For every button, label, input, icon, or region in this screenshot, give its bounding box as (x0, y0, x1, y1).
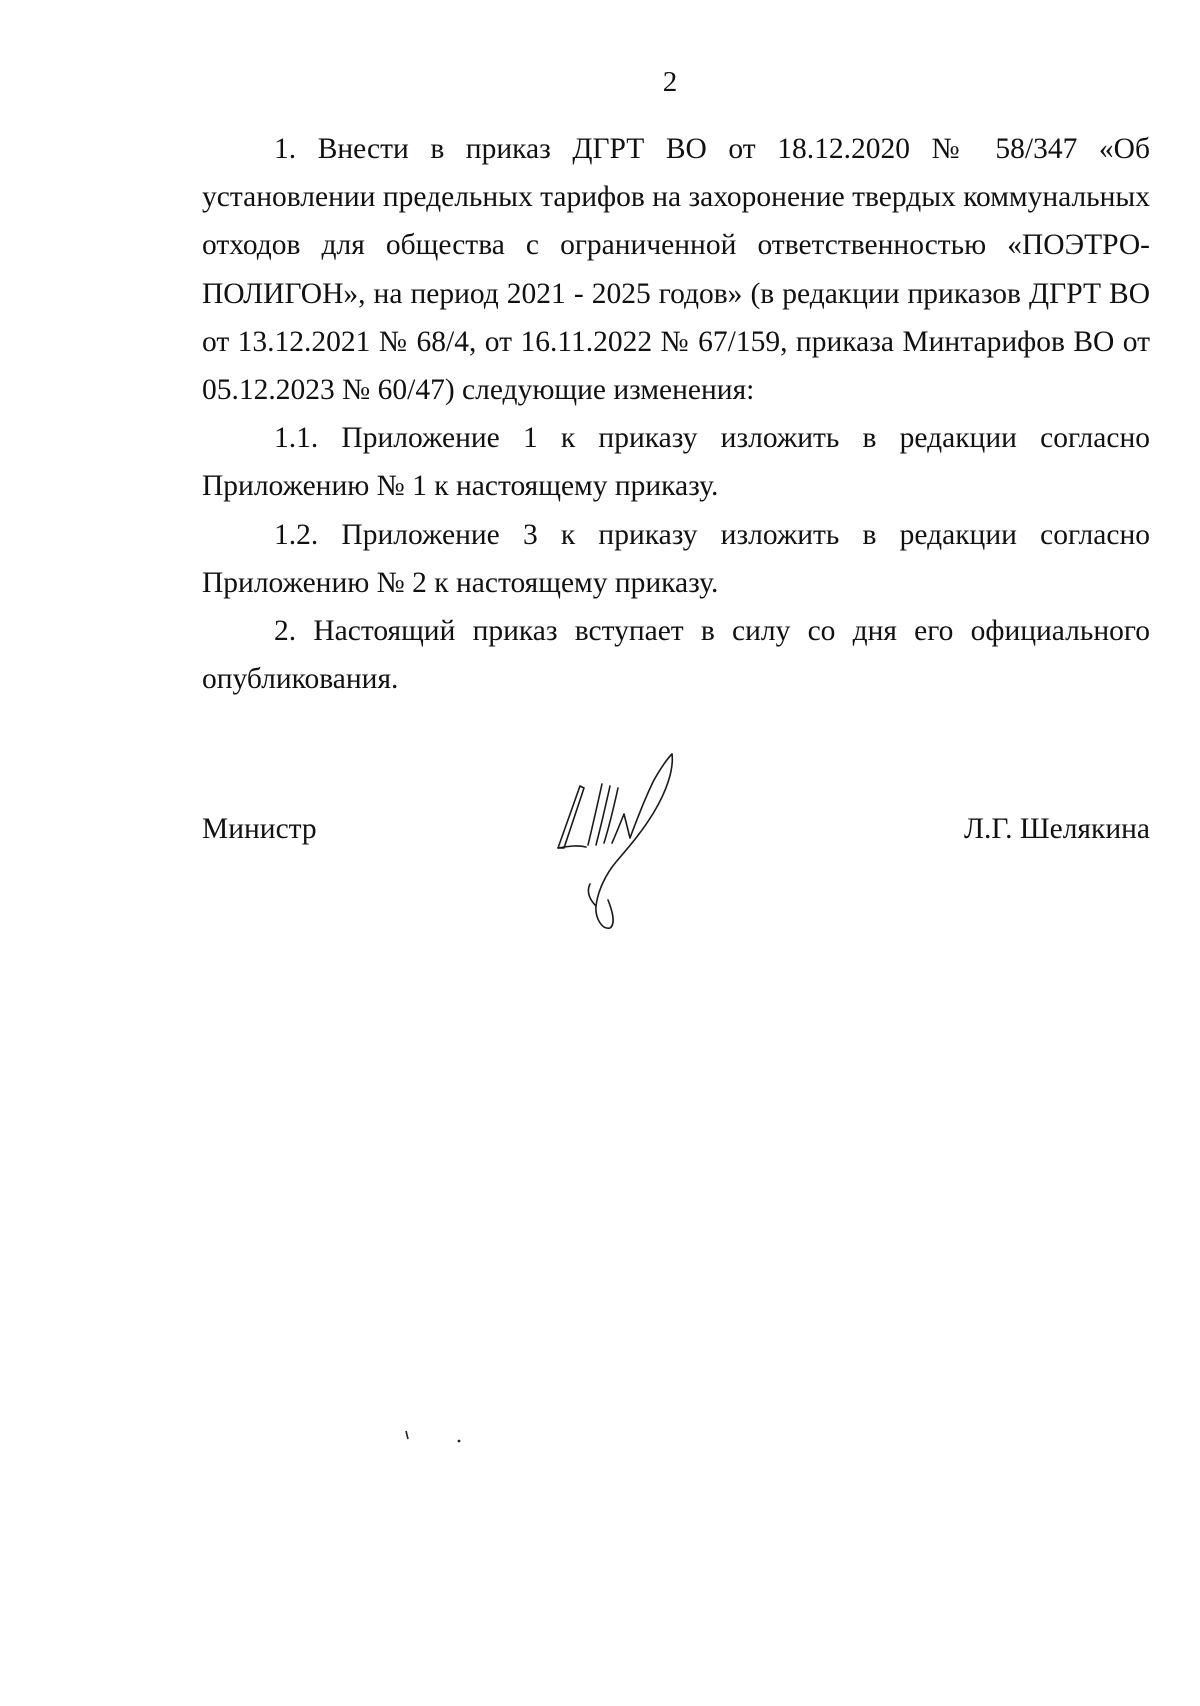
paragraph-2-entry-into-force: 2. Настоящий приказ вступает в силу со дня его официального опубликования. (202, 615, 1150, 696)
order-body (202, 125, 1150, 703)
handwritten-signature (550, 750, 700, 935)
paragraph-1-2-annex-3: 1.2. Приложение 3 к приказу изложить в редакции согласно Приложению № 2 к настоящему приказу. (202, 518, 1150, 599)
page-number: 2 (662, 66, 678, 98)
paragraph-1-1-annex-1: 1.1. Приложение 1 к приказу изложить в редакции согласно Приложению № 1 к настоящему приказу. (202, 422, 1150, 503)
signatory-name: Л.Г. Шелякина (963, 813, 1150, 845)
scan-specks (400, 1425, 480, 1455)
paragraph-1-amendment: 1. Внести в приказ ДГРТ ВО от 18.12.2020 № 58/347 «Об установлении предельных тарифов на захоронение твердых коммунальных отходов для общества с ограниченной ответственностью «ПОЭТРО-ПОЛИГОН», на период 2021 - 2025 годов» (в редакции приказов ДГРТ ВО от 13.12.2021 № 68/4, от 16.11.2022 № 67/159, приказа Минтарифов ВО от 05.12.2023 № 60/47) следующие изменения: (202, 133, 1150, 407)
signatory-title: Министр (202, 813, 317, 845)
